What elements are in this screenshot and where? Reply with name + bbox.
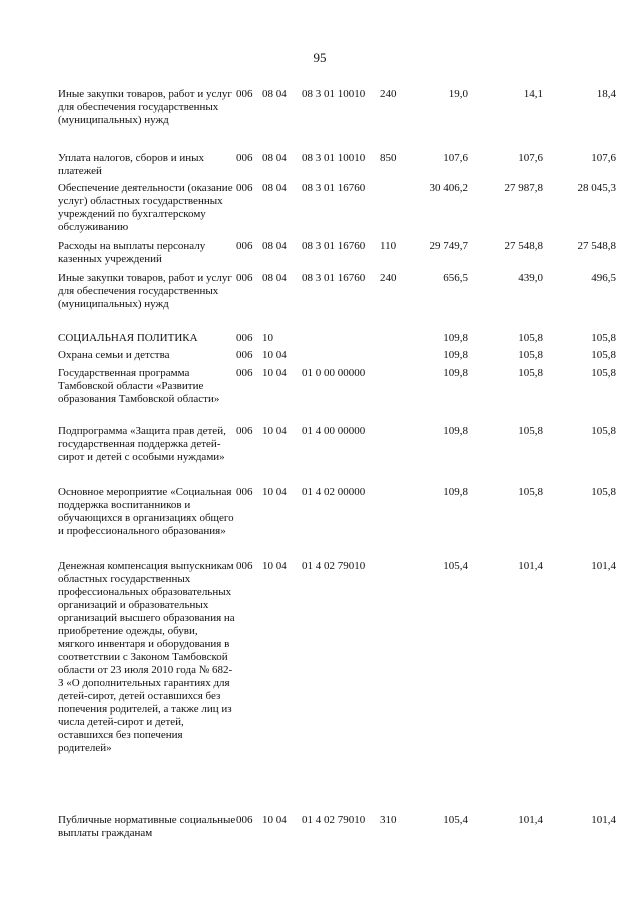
row-name: Иные закупки товаров, работ и услуг для обеспечения государственных (муниципальных) нужд [58, 272, 232, 310]
value-year-2: 27 987,8 [504, 182, 543, 194]
value-year-3: 105,8 [591, 486, 616, 498]
section-code: 10 04 [262, 425, 287, 437]
value-year-2: 101,4 [518, 814, 543, 826]
value-year-2: 105,8 [518, 486, 543, 498]
value-year-3: 28 045,3 [577, 182, 616, 194]
value-year-2: 14,1 [523, 88, 543, 100]
target-code: 01 4 00 00000 [302, 425, 366, 437]
ved-code: 006 [236, 272, 253, 284]
table-row [58, 486, 618, 560]
target-code: 08 3 01 10010 [302, 88, 366, 100]
table-row [58, 332, 618, 349]
section-code: 10 [262, 332, 273, 344]
value-year-2: 101,4 [518, 560, 543, 572]
ved-code: 006 [236, 332, 253, 344]
expense-type-code: 310 [380, 814, 397, 826]
value-year-2: 105,8 [518, 367, 543, 379]
section-code: 08 04 [262, 182, 287, 194]
value-year-1: 656,5 [443, 272, 468, 284]
section-code: 10 04 [262, 814, 287, 826]
value-year-3: 18,4 [596, 88, 616, 100]
target-code: 01 4 02 79010 [302, 814, 366, 826]
row-name: Охрана семьи и детства [58, 349, 170, 361]
value-year-3: 105,8 [591, 349, 616, 361]
value-year-1: 107,6 [443, 152, 468, 164]
value-year-1: 109,8 [443, 332, 468, 344]
row-name: СОЦИАЛЬНАЯ ПОЛИТИКА [58, 332, 198, 344]
ved-code: 006 [236, 486, 253, 498]
value-year-3: 496,5 [591, 272, 616, 284]
value-year-3: 101,4 [591, 560, 616, 572]
ved-code: 006 [236, 425, 253, 437]
section-code: 08 04 [262, 240, 287, 252]
value-year-3: 105,8 [591, 367, 616, 379]
value-year-1: 109,8 [443, 425, 468, 437]
section-code: 08 04 [262, 88, 287, 100]
target-code: 01 4 02 79010 [302, 560, 366, 572]
section-code: 10 04 [262, 349, 287, 361]
row-name: Расходы на выплаты персоналу казенных учреждений [58, 240, 206, 265]
target-code: 01 4 02 00000 [302, 486, 366, 498]
table-row [58, 152, 618, 182]
value-year-2: 439,0 [518, 272, 543, 284]
value-year-1: 109,8 [443, 367, 468, 379]
value-year-3: 105,8 [591, 425, 616, 437]
value-year-1: 30 406,2 [429, 182, 468, 194]
row-name: Подпрограмма «Защита прав детей, государственная поддержка детей-сирот и детей с особыми нуждами» [58, 425, 226, 463]
ved-code: 006 [236, 560, 253, 572]
section-code: 10 04 [262, 560, 287, 572]
table-row [58, 240, 618, 272]
value-year-2: 105,8 [518, 332, 543, 344]
ved-code: 006 [236, 349, 253, 361]
table-row [58, 272, 618, 332]
row-name: Иные закупки товаров, работ и услуг для обеспечения государственных (муниципальных) нужд [58, 88, 232, 126]
target-code: 08 3 01 16760 [302, 182, 366, 194]
value-year-3: 101,4 [591, 814, 616, 826]
section-code: 08 04 [262, 272, 287, 284]
ved-code: 006 [236, 152, 253, 164]
value-year-3: 105,8 [591, 332, 616, 344]
row-name: Публичные нормативные социальные выплаты гражданам [58, 814, 236, 839]
value-year-2: 27 548,8 [504, 240, 543, 252]
table-row [58, 88, 618, 152]
expense-type-code: 240 [380, 272, 397, 284]
row-name: Обеспечение деятельности (оказание услуг) областных государственных учреждений по бухгалтерскому обслуживанию [58, 182, 233, 233]
table-row [58, 425, 618, 486]
value-year-2: 105,8 [518, 425, 543, 437]
row-name: Денежная компенсация выпускникам областных государственных профессиональных образовательных организаций и образовательных организаций высшего образования на приобретение одежды, обуви, мягкого инвентаря и оборудования в соответствии с Законом Тамбовской области от 23 июля 2010 года № 682-З «О дополнительных гарантиях для детей-сирот, детей оставшихся без попечения родителей, а также лиц из числа детей-сирот и детей, оставшихся без попечения родителей» [58, 560, 235, 754]
row-name: Уплата налогов, сборов и иных платежей [58, 152, 205, 177]
ved-code: 006 [236, 88, 253, 100]
expense-type-code: 110 [380, 240, 397, 252]
target-code: 01 0 00 00000 [302, 367, 366, 379]
section-code: 10 04 [262, 367, 287, 379]
ved-code: 006 [236, 814, 253, 826]
value-year-1: 109,8 [443, 349, 468, 361]
table-row [58, 367, 618, 425]
target-code: 08 3 01 16760 [302, 272, 366, 284]
expense-type-code: 850 [380, 152, 397, 164]
page-number: 95 [313, 50, 327, 65]
table-row [58, 560, 618, 814]
table-row [58, 349, 618, 367]
expense-type-code: 240 [380, 88, 397, 100]
section-code: 10 04 [262, 486, 287, 498]
value-year-2: 105,8 [518, 349, 543, 361]
value-year-1: 105,4 [443, 560, 468, 572]
value-year-3: 27 548,8 [577, 240, 616, 252]
row-name: Государственная программа Тамбовской области «Развитие образования Тамбовской области» [58, 367, 220, 405]
value-year-1: 19,0 [448, 88, 468, 100]
table-row [58, 182, 618, 240]
ved-code: 006 [236, 367, 253, 379]
section-code: 08 04 [262, 152, 287, 164]
ved-code: 006 [236, 182, 253, 194]
target-code: 08 3 01 10010 [302, 152, 366, 164]
value-year-2: 107,6 [518, 152, 543, 164]
budget-table [58, 88, 618, 846]
value-year-1: 29 749,7 [429, 240, 468, 252]
ved-code: 006 [236, 240, 253, 252]
row-name: Основное мероприятие «Социальная поддержка воспитанников и обучающихся в организациях общего и профессионального образования» [58, 486, 234, 537]
value-year-1: 109,8 [443, 486, 468, 498]
table-row [58, 814, 618, 846]
value-year-3: 107,6 [591, 152, 616, 164]
value-year-1: 105,4 [443, 814, 468, 826]
target-code: 08 3 01 16760 [302, 240, 366, 252]
